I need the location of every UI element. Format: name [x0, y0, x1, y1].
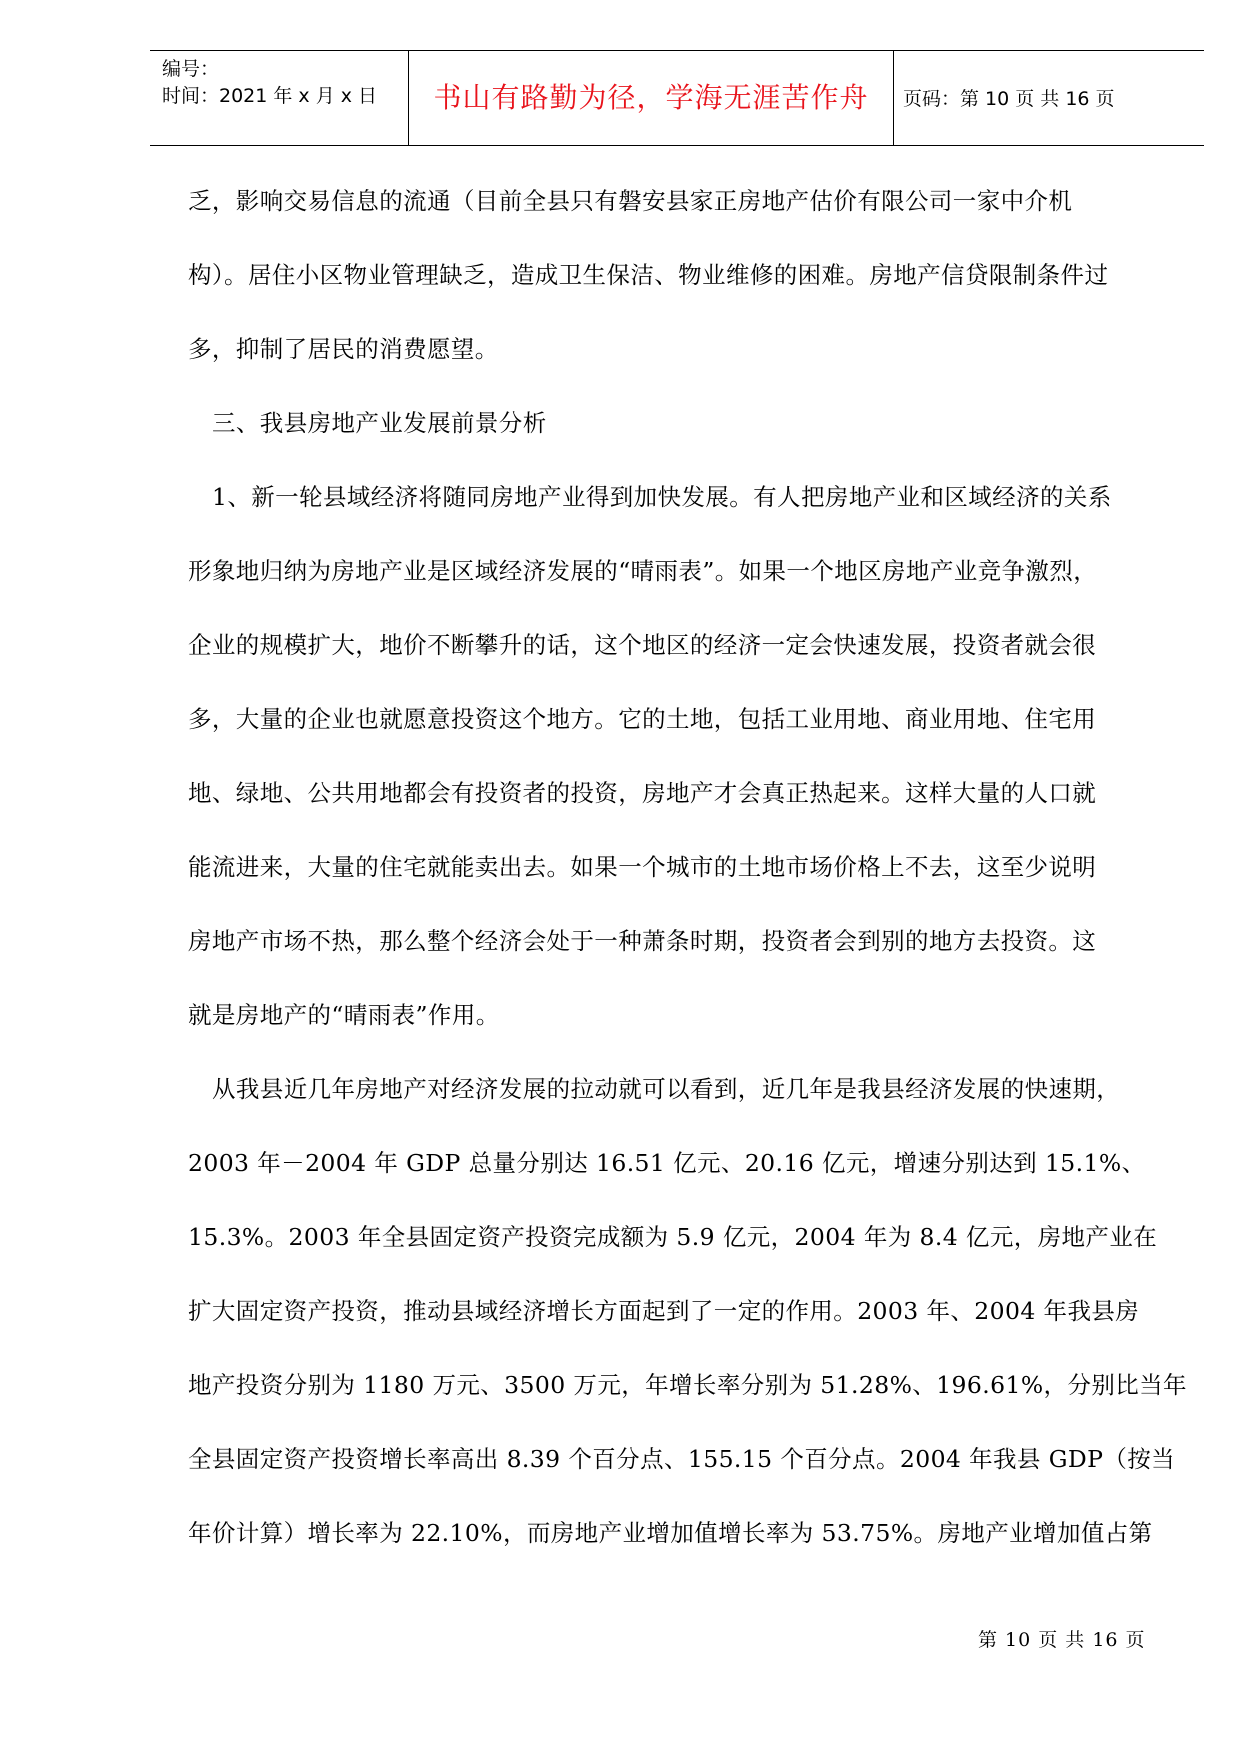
header-motto: 书山有路勤为径，学海无涯苦作舟 — [433, 81, 869, 114]
body-line: 就是房地产的“晴雨表”作用。 — [188, 1001, 500, 1029]
body-line: 地产投资分别为 1180 万元、3500 万元，年增长率分别为 51.28%、196.61%，分别比当年 — [188, 1371, 1187, 1399]
header-page-cell — [893, 51, 1204, 145]
body-line: 15.3%。2003 年全县固定资产投资完成额为 5.9 亿元，2004 年为 8.4 亿元，房地产业在 — [188, 1223, 1158, 1251]
body-line: 1、新一轮县域经济将随同房地产业得到加快发展。有人把房地产业和区域经济的关系 — [212, 483, 1112, 511]
body-line: 地、绿地、公共用地都会有投资者的投资，房地产才会真正热起来。这样大量的人口就 — [188, 779, 1097, 807]
body-line: 形象地归纳为房地产业是区域经济发展的“晴雨表”。如果一个地区房地产业竞争激烈， — [188, 557, 1098, 585]
body-line: 全县固定资产投资增长率高出 8.39 个百分点、155.15 个百分点。2004 年我县 GDP（按当 — [188, 1445, 1176, 1473]
body-line: 从我县近几年房地产对经济发展的拉动就可以看到，近几年是我县经济发展的快速期， — [212, 1075, 1121, 1103]
body-line: 多，大量的企业也就愿意投资这个地方。它的土地，包括工业用地、商业用地、住宅用 — [188, 705, 1097, 733]
body-line: 能流进来，大量的住宅就能卖出去。如果一个城市的土地市场价格上不去，这至少说明 — [188, 853, 1097, 881]
header-info-cell — [150, 51, 408, 145]
body-line: 扩大固定资产投资，推动县域经济增长方面起到了一定的作用。2003 年、2004 年我县房 — [188, 1297, 1140, 1325]
page-header — [150, 50, 1204, 146]
body-line: 房地产市场不热，那么整个经济会处于一种萧条时期，投资者会到别的地方去投资。这 — [188, 927, 1097, 955]
document-number-label: 编号： — [162, 58, 220, 80]
page-footer: 第 10 页 共 16 页 — [978, 1629, 1146, 1651]
body-line: 年价计算）增长率为 22.10%，而房地产业增加值增长率为 53.75%。房地产业增加值占第 — [188, 1519, 1153, 1547]
section-heading: 三、我县房地产业发展前景分析 — [212, 409, 547, 437]
header-motto-cell — [408, 51, 894, 145]
header-page-number: 页码：第 10 页 共 16 页 — [903, 88, 1115, 110]
body-line: 多，抑制了居民的消费愿望。 — [188, 335, 499, 363]
body-line: 企业的规模扩大，地价不断攀升的话，这个地区的经济一定会快速发展，投资者就会很 — [188, 631, 1097, 659]
body-line: 2003 年－2004 年 GDP 总量分别达 16.51 亿元、20.16 亿元，增速分别达到 15.1%、 — [188, 1149, 1146, 1177]
body-line: 乏，影响交易信息的流通（目前全县只有磐安县家正房地产估价有限公司一家中介机 — [188, 187, 1073, 215]
body-line: 构）。居住小区物业管理缺乏，造成卫生保洁、物业维修的困难。房地产信贷限制条件过 — [188, 261, 1109, 289]
document-time-label: 时间：2021 年 x 月 x 日 — [162, 85, 378, 107]
